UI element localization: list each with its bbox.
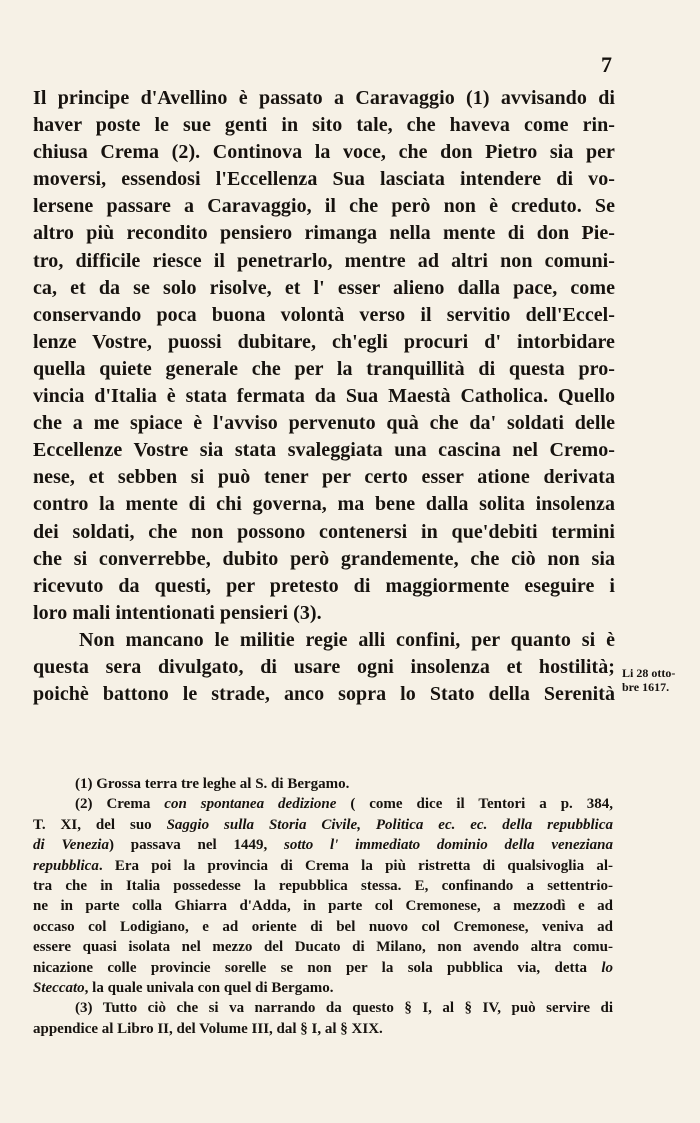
fn-italic-text: Steccato — [33, 980, 85, 997]
text-line: tro, difficile riesce il penetrarlo, mentre ad altri non comuni- — [33, 249, 615, 272]
text-line: conservando poca buona volontà verso il servitio dell'Eccel- — [33, 303, 615, 326]
margin-note-line: Li 28 otto- — [622, 666, 676, 680]
fn-text: , la quale univala con quel di Bergamo. — [84, 980, 334, 997]
text-line: Eccellenze Vostre sia stata svaleggiata una cascina nel Cremo- — [33, 439, 615, 462]
fn-italic-text: sotto l' immediato dominio della veneziana — [284, 837, 613, 854]
fn-text: ) passava nel 1449, — [108, 837, 285, 854]
footnote-2 — [33, 794, 613, 814]
text-line: moversi, essendosi l'Eccellenza Sua lasciata intendere di vo- — [33, 168, 615, 191]
text-line: Non mancano le militie regie alli confini, per quanto si è — [79, 628, 615, 651]
text-line: nese, et sebben si può tener per certo esser atione derivata — [33, 466, 615, 489]
footnote-2-line — [33, 835, 613, 855]
footnote-3: (3) Tutto ciò che si va narrando da questo § I, al § IV, può servire di — [75, 1000, 613, 1017]
fn-text: . Era poi la provincia di Crema la più ristretta di qualsivoglia al- — [98, 857, 613, 874]
text-line: contro la mente di chi governa, ma bene dalla solita insolenza — [33, 493, 615, 516]
fn-text: ( come dice il Tentori a p. 384, — [336, 796, 613, 813]
text-line: haver poste le sue genti in sito tale, che haveva come rin- — [33, 114, 615, 137]
footnote-2-line — [33, 978, 613, 998]
footnote-2-line — [33, 856, 613, 876]
text-line: che si converrebbe, dubito però grandemente, che ciò non sia — [33, 547, 615, 570]
text-line: dei soldati, che non possono contenersi in que'debiti termini — [33, 520, 615, 543]
footnote-2-line: ne in parte colla Ghiarra d'Adda, in parte col Cremonese, a mezzodì e ad — [33, 898, 613, 915]
text-line: chiusa Crema (2). Continova la voce, che don Pietro sia per — [33, 141, 615, 164]
footnote-2-line — [33, 815, 613, 835]
fn-text: T. XI, del suo — [33, 816, 167, 833]
text-line: ricevuto da questi, per pretesto di maggiormente eseguire i — [33, 574, 615, 597]
fn-italic-text: repubblica — [33, 857, 99, 874]
footnote-2-line: essere quasi isolata nel mezzo del Ducato di Milano, non avendo altra comu- — [33, 939, 613, 956]
text-line: lersene passare a Caravaggio, il che però non è creduto. Se — [33, 195, 615, 218]
text-line: altro più recondito pensiero rimanga nella mente di don Pie- — [33, 222, 615, 245]
fn-italic-text: con spontanea dedizione — [164, 796, 337, 813]
footnote-2-line: occaso col Lodigiano, e ad oriente di bel nuovo col Cremonese, veniva ad — [33, 918, 613, 935]
footnote-2-line — [33, 958, 613, 978]
footnotes — [33, 774, 613, 1039]
fn-text: nicazione colle provincie sorelle se non per la sola pubblica via, detta — [33, 959, 602, 976]
fn-italic-text: Saggio sulla Storia Civile, Politica ec. ec. della repubblica — [166, 816, 613, 833]
page-number: 7 — [601, 52, 612, 77]
fn-italic-text: lo — [601, 959, 613, 976]
fn-text: (2) Crema — [75, 796, 165, 813]
footnote-1: (1) Grossa terra tre leghe al S. di Bergamo. — [75, 776, 350, 792]
text-line: lenze Vostre, puossi dubitare, ch'egli procuri d' intorbidare — [33, 330, 615, 353]
text-line: quella quiete generale che per la tranquillità di questa pro- — [33, 357, 615, 380]
margin-note-line: bre 1617. — [622, 680, 670, 694]
margin-date-note — [622, 666, 698, 694]
footnote-3-line: appendice al Libro II, del Volume III, dal § I, al § XIX. — [33, 1020, 383, 1037]
fn-italic-text: di Venezia — [33, 837, 109, 854]
text-line: che a me spiace è l'avviso pervenuto quà che da' soldati delle — [33, 412, 615, 435]
text-line: vincia d'Italia è stata fermata da Sua Maestà Catholica. Quello — [33, 385, 615, 408]
text-line: questa sera divulgato, di usare ogni insolenza et hostilità; — [33, 655, 615, 678]
text-line: Il principe d'Avellino è passato a Caravaggio (1) avvisando di — [33, 87, 615, 109]
text-line: ca, et da se solo risolve, et l' esser alieno dalla pace, come — [33, 276, 615, 299]
main-text — [33, 85, 615, 708]
text-line: loro mali intentionati pensieri (3). — [33, 601, 322, 624]
text-line: poichè battono le strade, anco sopra lo Stato della Serenità — [33, 683, 615, 706]
footnote-2-line: tra che in Italia possedesse la repubblica stessa. E, confinando a settentrio- — [33, 878, 613, 895]
